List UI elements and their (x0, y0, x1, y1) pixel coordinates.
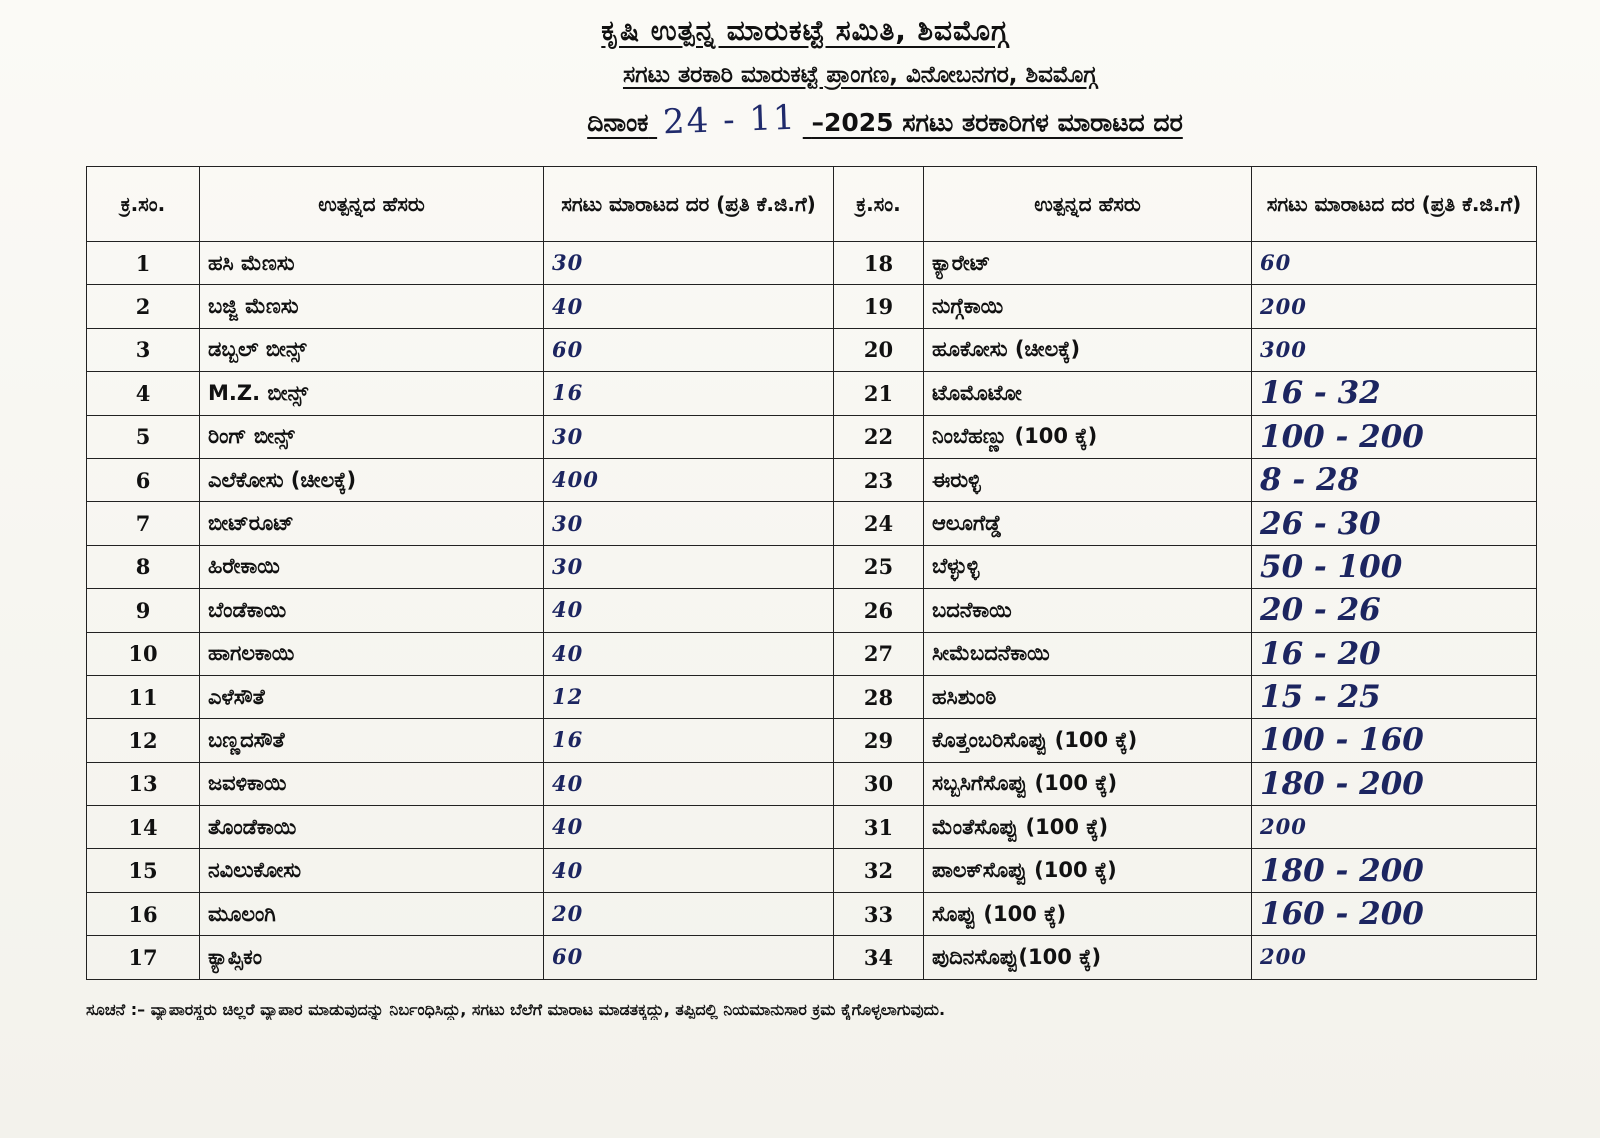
document-header (0, 14, 1600, 143)
product-name-left: M.Z. ಬೀನ್ಸ್ (200, 372, 544, 415)
serial-number-right: 19 (834, 285, 924, 328)
serial-number-left: 11 (87, 675, 200, 718)
serial-number-left: 15 (87, 849, 200, 892)
wholesale-rate-left: 20 (544, 892, 834, 935)
table-row (87, 502, 1537, 545)
table-row (87, 372, 1537, 415)
serial-number-right: 34 (834, 936, 924, 979)
serial-number-right: 28 (834, 675, 924, 718)
table-row (87, 849, 1537, 892)
wholesale-rate-right: 60 (1252, 242, 1537, 285)
wholesale-rate-left: 40 (544, 762, 834, 805)
table-row (87, 892, 1537, 935)
table-row (87, 458, 1537, 501)
date-line (170, 97, 1600, 143)
serial-number-left: 9 (87, 589, 200, 632)
table-row (87, 762, 1537, 805)
product-name-left: ಹಿರೇಕಾಯಿ (200, 545, 544, 588)
column-header-rate-right: ಸಗಟು ಮಾರಾಟದ ದರ (ಪ್ರತಿ ಕೆ.ಜಿ.ಗೆ) (1252, 167, 1537, 242)
wholesale-rate-right: 8 - 28 (1252, 458, 1537, 501)
product-name-right: ಬದನೆಕಾಯಿ (924, 589, 1252, 632)
date-suffix: –2025 ಸಗಟು ತರಕಾರಿಗಳ ಮಾರಾಟದ ದರ (811, 108, 1183, 137)
table-row (87, 285, 1537, 328)
notice-text: ಸೂಚನೆ :– ವ್ಯಾಪಾರಸ್ಥರು ಚಿಲ್ಲರೆ ವ್ಯಾಪಾರ ಮಾಡುವುದನ್ನು ನಿರ್ಬಂಧಿಸಿದ್ದು, ಸಗಟು ಬೆಲೆಗೆ ಮಾರಾಟ ಮಾಡತಕ್ಕದ್ದು, ತಪ್ಪಿದಲ್ಲಿ ನಿಯಮಾನುಸಾರ ಕ್ರಮ ಕೈಗೊಳ್ಳಲಾಗುವುದು. (86, 1000, 946, 1019)
serial-number-left: 6 (87, 458, 200, 501)
product-name-right: ಟೊಮೊಟೋ (924, 372, 1252, 415)
product-name-right: ಮೆಂತೆಸೊಪ್ಪು (100 ಕ್ಕೆ) (924, 806, 1252, 849)
column-header-serial-right: ಕ್ರ.ಸಂ. (834, 167, 924, 242)
serial-number-right: 32 (834, 849, 924, 892)
wholesale-rate-right: 180 - 200 (1252, 849, 1537, 892)
serial-number-left: 2 (87, 285, 200, 328)
product-name-left: ಹಸಿ ಮೆಣಸು (200, 242, 544, 285)
table-body (87, 242, 1537, 980)
wholesale-rate-left: 30 (544, 502, 834, 545)
product-name-right: ಬೆಳ್ಳುಳ್ಳಿ (924, 545, 1252, 588)
serial-number-right: 31 (834, 806, 924, 849)
wholesale-rate-left: 40 (544, 285, 834, 328)
serial-number-left: 5 (87, 415, 200, 458)
serial-number-left: 17 (87, 936, 200, 979)
wholesale-rate-right: 200 (1252, 285, 1537, 328)
wholesale-rate-left: 40 (544, 806, 834, 849)
product-name-right: ಸಬ್ಬಸಿಗೆಸೊಪ್ಪು (100 ಕ್ಕೆ) (924, 762, 1252, 805)
serial-number-right: 20 (834, 328, 924, 371)
serial-number-left: 1 (87, 242, 200, 285)
rates-table (86, 166, 1537, 980)
table-row (87, 242, 1537, 285)
committee-title: ಕೃಷಿ ಉತ್ಪನ್ನ ಮಾರುಕಟ್ಟೆ ಸಮಿತಿ, ಶಿವಮೊಗ್ಗ (601, 14, 1009, 47)
wholesale-rate-left: 30 (544, 242, 834, 285)
product-name-right: ನಿಂಬೆಹಣ್ಣು (100 ಕ್ಕೆ) (924, 415, 1252, 458)
wholesale-rate-left: 16 (544, 719, 834, 762)
product-name-left: ಬೀಟ್‌ರೂಟ್ (200, 502, 544, 545)
product-name-left: ಜವಳಿಕಾಯಿ (200, 762, 544, 805)
serial-number-left: 7 (87, 502, 200, 545)
serial-number-left: 3 (87, 328, 200, 371)
serial-number-right: 26 (834, 589, 924, 632)
serial-number-right: 29 (834, 719, 924, 762)
product-name-left: ಮೂಲಂಗಿ (200, 892, 544, 935)
table-row (87, 328, 1537, 371)
product-name-left: ಎಲೆಕೋಸು (ಚೀಲಕ್ಕೆ) (200, 458, 544, 501)
wholesale-rate-left: 30 (544, 545, 834, 588)
table-row (87, 675, 1537, 718)
product-name-right: ಹಸಿಶುಂಠಿ (924, 675, 1252, 718)
product-name-left: ಬಜ್ಜಿ ಮೆಣಸು (200, 285, 544, 328)
wholesale-rate-right: 15 - 25 (1252, 675, 1537, 718)
wholesale-rate-left: 40 (544, 849, 834, 892)
wholesale-rate-left: 16 (544, 372, 834, 415)
table-row (87, 719, 1537, 762)
serial-number-right: 18 (834, 242, 924, 285)
handwritten-date: 24 - 11 (662, 97, 798, 143)
wholesale-rate-right: 16 - 20 (1252, 632, 1537, 675)
product-name-right: ಸೊಪ್ಪು (100 ಕ್ಕೆ) (924, 892, 1252, 935)
wholesale-rate-right: 50 - 100 (1252, 545, 1537, 588)
product-name-left: ರಿಂಗ್ ಬೀನ್ಸ್ (200, 415, 544, 458)
serial-number-left: 16 (87, 892, 200, 935)
product-name-right: ಕೊತ್ತಂಬರಿಸೊಪ್ಪು (100 ಕ್ಕೆ) (924, 719, 1252, 762)
wholesale-rate-right: 300 (1252, 328, 1537, 371)
serial-number-left: 4 (87, 372, 200, 415)
table-header-row (87, 167, 1537, 242)
product-name-right: ಪುದಿನಸೊಪ್ಪು(100 ಕ್ಕೆ) (924, 936, 1252, 979)
wholesale-rate-right: 16 - 32 (1252, 372, 1537, 415)
product-name-right: ಹೂಕೋಸು (ಚೀಲಕ್ಕೆ) (924, 328, 1252, 371)
product-name-right: ಸೀಮೆಬದನೆಕಾಯಿ (924, 632, 1252, 675)
column-header-serial: ಕ್ರ.ಸಂ. (87, 167, 200, 242)
serial-number-right: 21 (834, 372, 924, 415)
product-name-left: ನವಿಲುಕೋಸು (200, 849, 544, 892)
product-name-right: ಆಲೂಗೆಡ್ಡೆ (924, 502, 1252, 545)
table-row (87, 415, 1537, 458)
serial-number-left: 12 (87, 719, 200, 762)
serial-number-right: 33 (834, 892, 924, 935)
wholesale-rate-left: 400 (544, 458, 834, 501)
serial-number-left: 14 (87, 806, 200, 849)
serial-number-right: 30 (834, 762, 924, 805)
product-name-right: ಈರುಳ್ಳಿ (924, 458, 1252, 501)
table-row (87, 806, 1537, 849)
product-name-left: ಕ್ಯಾಪ್ಸಿಕಂ (200, 936, 544, 979)
product-name-left: ಬಣ್ಣದಸೌತೆ (200, 719, 544, 762)
wholesale-rate-left: 40 (544, 632, 834, 675)
serial-number-right: 24 (834, 502, 924, 545)
product-name-right: ಪಾಲಕ್‌ಸೊಪ್ಪು (100 ಕ್ಕೆ) (924, 849, 1252, 892)
table-row (87, 589, 1537, 632)
serial-number-right: 27 (834, 632, 924, 675)
date-prefix: ದಿನಾಂಕ (587, 108, 649, 137)
wholesale-rate-left: 30 (544, 415, 834, 458)
wholesale-rate-right: 200 (1252, 936, 1537, 979)
market-subtitle: ಸಗಟು ತರಕಾರಿ ಮಾರುಕಟ್ಟೆ ಪ್ರಾಂಗಣ, ವಿನೋಬನಗರ, ಶಿವಮೊಗ್ಗ (622, 62, 1098, 88)
wholesale-rate-right: 160 - 200 (1252, 892, 1537, 935)
table-row (87, 545, 1537, 588)
wholesale-rate-left: 60 (544, 936, 834, 979)
wholesale-rate-left: 60 (544, 328, 834, 371)
wholesale-rate-right: 200 (1252, 806, 1537, 849)
table-row (87, 936, 1537, 979)
product-name-right: ಕ್ಯಾರೇಟ್ (924, 242, 1252, 285)
serial-number-right: 22 (834, 415, 924, 458)
serial-number-left: 10 (87, 632, 200, 675)
column-header-product: ಉತ್ಪನ್ನದ ಹೆಸರು (200, 167, 544, 242)
wholesale-rate-right: 20 - 26 (1252, 589, 1537, 632)
wholesale-rate-right: 100 - 200 (1252, 415, 1537, 458)
serial-number-right: 25 (834, 545, 924, 588)
product-name-left: ಡಬ್ಬಲ್ ಬೀನ್ಸ್ (200, 328, 544, 371)
serial-number-right: 23 (834, 458, 924, 501)
serial-number-left: 8 (87, 545, 200, 588)
wholesale-rate-right: 100 - 160 (1252, 719, 1537, 762)
product-name-left: ತೊಂಡೆಕಾಯಿ (200, 806, 544, 849)
product-name-left: ಎಳೆಸೌತೆ (200, 675, 544, 718)
wholesale-rate-left: 40 (544, 589, 834, 632)
wholesale-rate-right: 180 - 200 (1252, 762, 1537, 805)
product-name-right: ನುಗ್ಗೆಕಾಯಿ (924, 285, 1252, 328)
column-header-product-right: ಉತ್ಪನ್ನದ ಹೆಸರು (924, 167, 1252, 242)
wholesale-rate-left: 12 (544, 675, 834, 718)
wholesale-rate-right: 26 - 30 (1252, 502, 1537, 545)
table-row (87, 632, 1537, 675)
product-name-left: ಹಾಗಲಕಾಯಿ (200, 632, 544, 675)
product-name-left: ಬೆಂಡೆಕಾಯಿ (200, 589, 544, 632)
column-header-rate: ಸಗಟು ಮಾರಾಟದ ದರ (ಪ್ರತಿ ಕೆ.ಜಿ.ಗೆ) (544, 167, 834, 242)
serial-number-left: 13 (87, 762, 200, 805)
